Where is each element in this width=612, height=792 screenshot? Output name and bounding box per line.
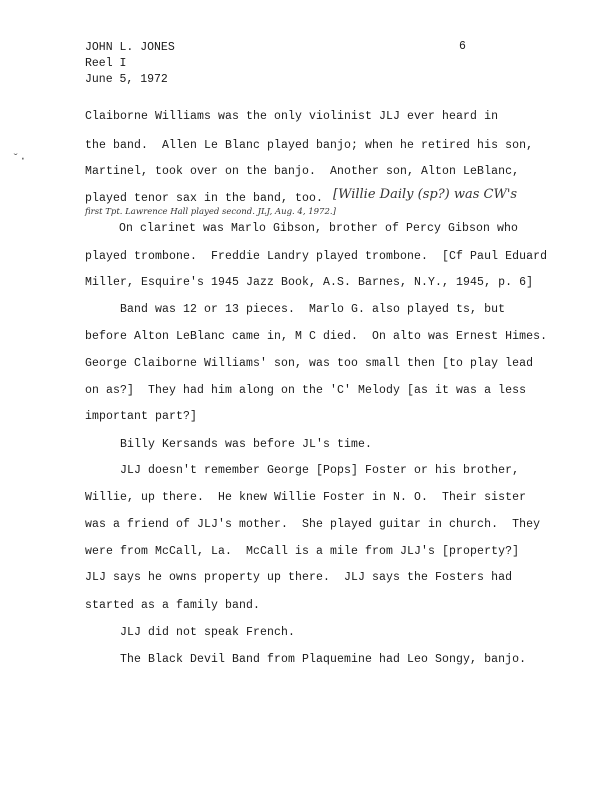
body-line-14: JLJ doesn't remember George [Pops] Foster or his brother, — [85, 464, 520, 477]
body-line-21: The Black Devil Band from Plaquemine had Leo Songy, banjo. — [85, 653, 527, 666]
body-line-6: played trombone. Freddie Landry played trombone. [Cf Paul Eduard — [85, 250, 548, 263]
body-line-10: George Claiborne Williams' son, was too small then [to play lead — [85, 357, 534, 370]
body-line-20: JLJ did not speak French. — [85, 626, 296, 639]
body-line-9: before Alton LeBlanc came in, M C died. On alto was Ernest Himes. — [85, 330, 548, 343]
handwritten-note-line-2: first Tpt. Lawrence Hall played second. JLJ, Aug. 4, 1972.] — [85, 207, 336, 217]
body-line-8: Band was 12 or 13 pieces. Marlo G. also played ts, but — [85, 303, 506, 316]
body-line-3: Martinel, took over on the banjo. Another son, Alton LeBlanc, — [85, 165, 520, 178]
body-line-7: Miller, Esquire's 1945 Jazz Book, A.S. Barnes, N.Y., 1945, p. 6] — [85, 276, 534, 289]
body-line-12: important part?] — [85, 410, 198, 423]
header-name: JOHN L. JONES — [85, 41, 175, 54]
handwritten-note-line-1: [Willie Daily (sp?) was CW's — [333, 187, 518, 202]
body-line-1: Claiborne Williams was the only violinist JLJ ever heard in — [85, 110, 499, 123]
header-date: June 5, 1972 — [85, 73, 168, 86]
body-line-4: played tenor sax in the band, too. — [85, 192, 324, 205]
body-line-13: Billy Kersands was before JL's time. — [85, 438, 373, 451]
body-line-11: on as?] They had him along on the 'C' Melody [as it was a less — [85, 384, 527, 397]
body-line-5: On clarinet was Marlo Gibson, brother of Percy Gibson who — [119, 222, 519, 235]
page-number: 6 — [459, 40, 466, 53]
body-line-19: started as a family band. — [85, 599, 261, 612]
header-reel: Reel I — [85, 57, 127, 70]
body-line-2: the band. Allen Le Blanc played banjo; when he retired his son, — [85, 139, 534, 152]
body-line-17: were from McCall, La. McCall is a mile from JLJ's [property?] — [85, 545, 520, 558]
margin-mark: ˇ· — [12, 152, 27, 166]
body-line-16: was a friend of JLJ's mother. She played guitar in church. They — [85, 518, 541, 531]
body-line-15: Willie, up there. He knew Willie Foster in N. O. Their sister — [85, 491, 527, 504]
body-line-18: JLJ says he owns property up there. JLJ says the Fosters had — [85, 571, 513, 584]
